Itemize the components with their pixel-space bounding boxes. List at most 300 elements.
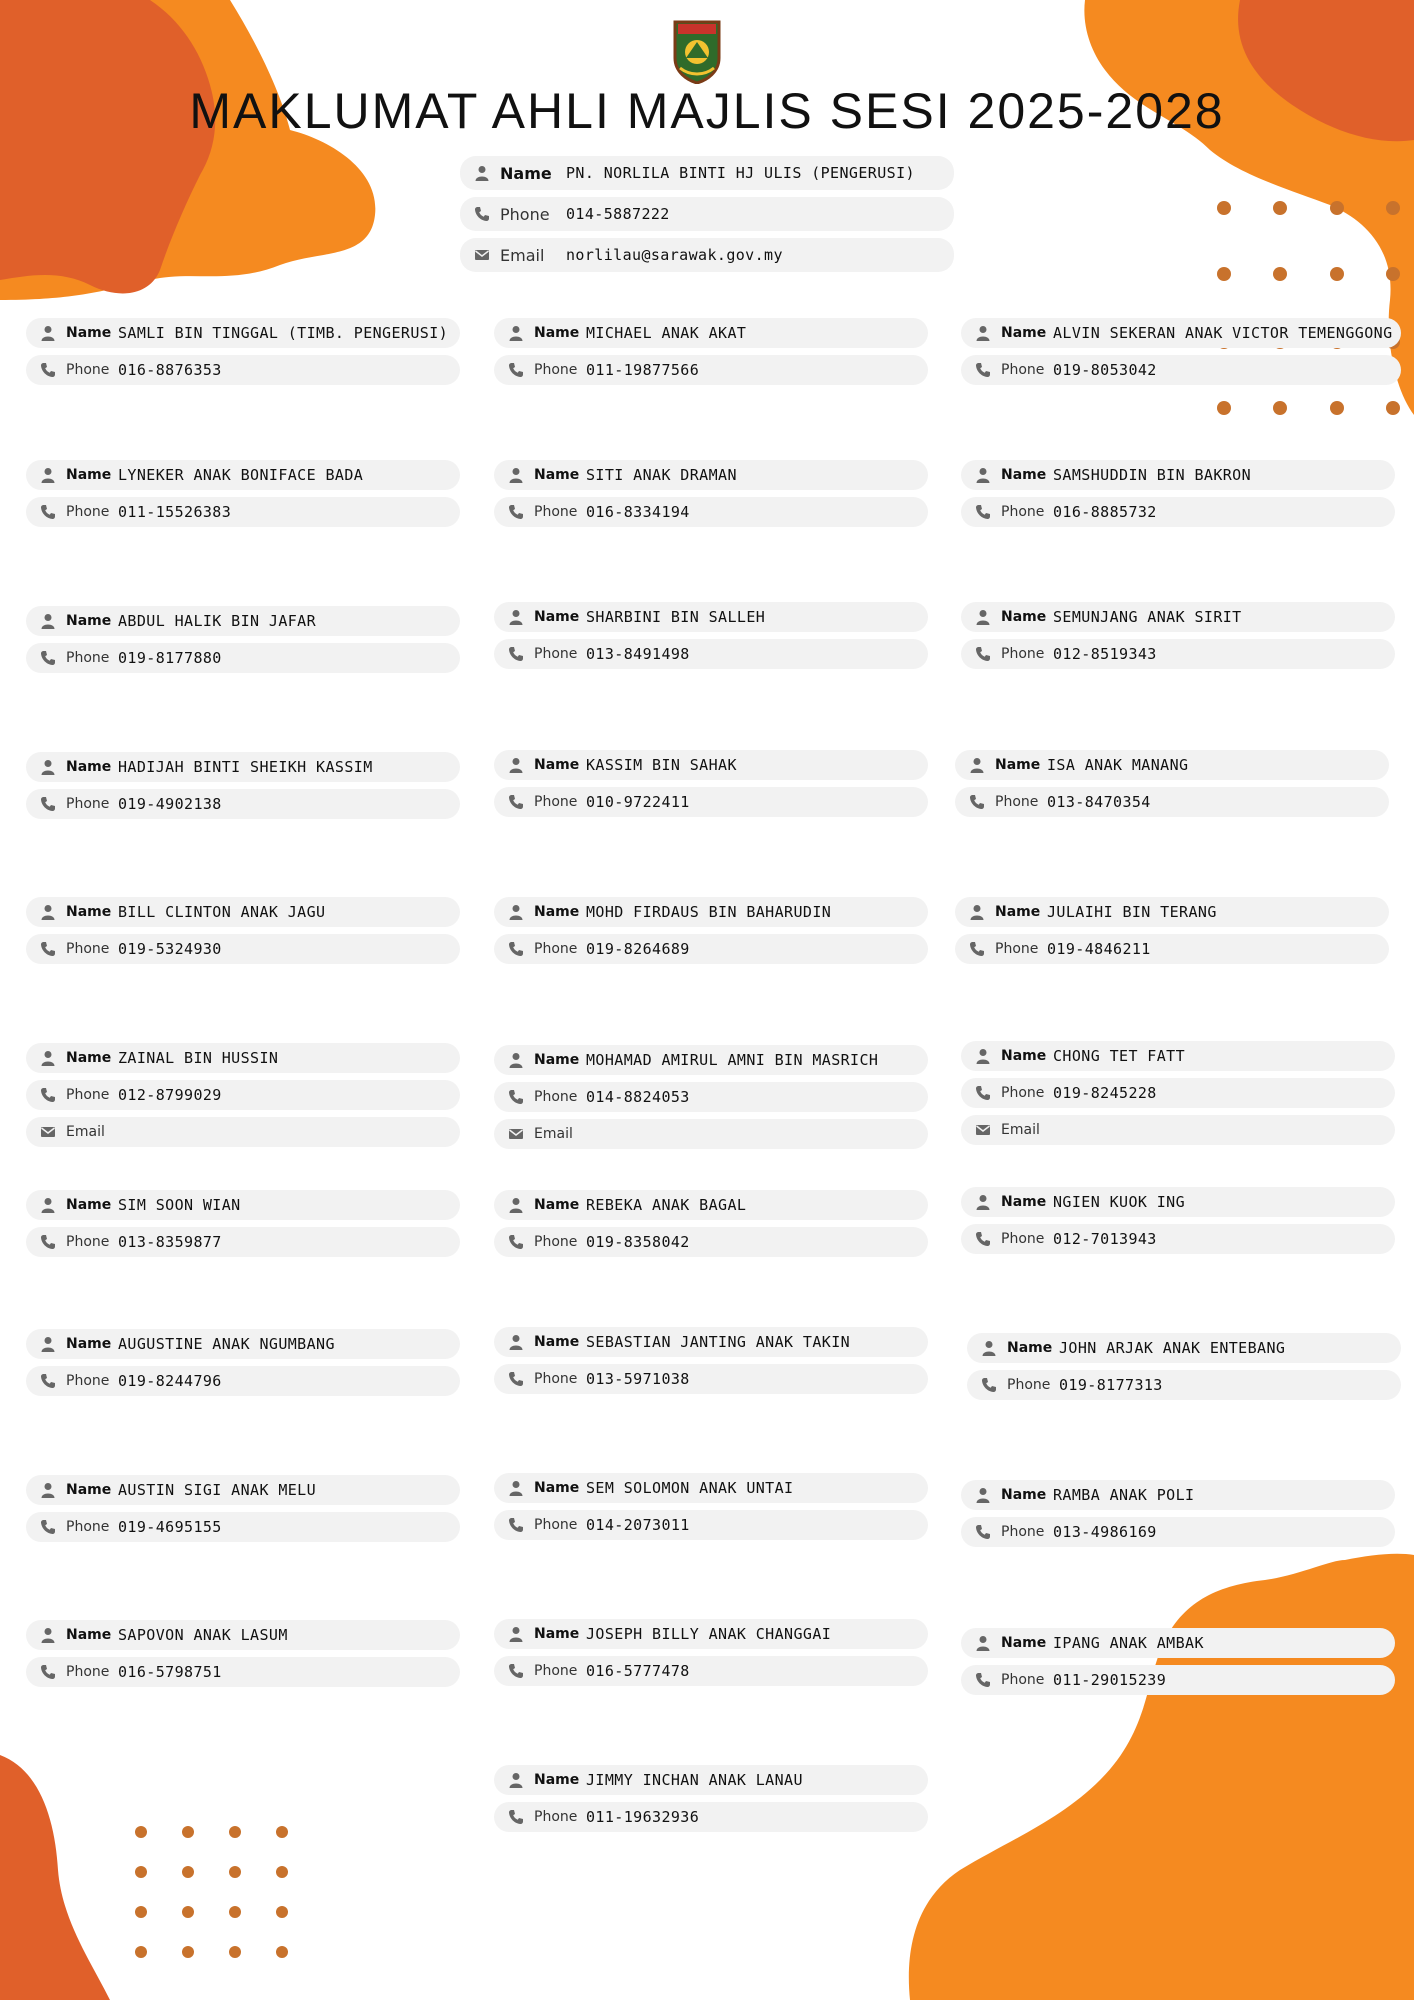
member-phone[interactable]: 019-8177313 (1059, 1376, 1163, 1394)
phone-icon (508, 1371, 524, 1387)
member-card (26, 1190, 460, 1264)
person-icon (508, 609, 524, 625)
phone-label: Phone (534, 794, 578, 810)
member-name: CHONG TET FATT (1053, 1047, 1186, 1065)
person-icon (40, 1482, 56, 1498)
member-name: AUSTIN SIGI ANAK MELU (118, 1481, 317, 1499)
member-card (961, 602, 1395, 676)
phone-label: Phone (534, 1809, 578, 1825)
email-label: Email (534, 1126, 573, 1142)
phone-label: Phone (1001, 1085, 1045, 1101)
member-name-row (494, 318, 928, 348)
person-icon (40, 759, 56, 775)
member-name-row (967, 1333, 1401, 1363)
phone-label: Phone (534, 941, 578, 957)
person-icon (969, 904, 985, 920)
mail-icon (975, 1122, 991, 1138)
phone-icon (40, 1087, 56, 1103)
phone-label: Phone (66, 362, 110, 378)
chairman-email[interactable]: norlilau@sarawak.gov.my (566, 246, 783, 264)
phone-label: Phone (1001, 1231, 1045, 1247)
name-label: Name (995, 757, 1041, 773)
chairman-name: PN. NORLILA BINTI HJ ULIS (PENGERUSI) (566, 164, 915, 182)
member-name-row (955, 897, 1389, 927)
phone-icon (975, 646, 991, 662)
phone-label: Phone (995, 794, 1039, 810)
phone-icon (508, 941, 524, 957)
person-icon (40, 1050, 56, 1066)
phone-label: Phone (534, 1517, 578, 1533)
person-icon (474, 165, 490, 181)
member-name-row (26, 897, 460, 927)
phone-icon (40, 1373, 56, 1389)
person-icon (508, 757, 524, 773)
phone-icon (508, 1234, 524, 1250)
member-name: ABDUL HALIK BIN JAFAR (118, 612, 317, 630)
phone-icon (40, 1664, 56, 1680)
member-card (494, 318, 928, 392)
member-name: MOHD FIRDAUS BIN BAHARUDIN (586, 903, 832, 921)
member-name-row (961, 602, 1395, 632)
phone-label: Phone (66, 504, 110, 520)
chairman-phone[interactable]: 014-5887222 (566, 205, 670, 223)
member-phone-row (26, 497, 460, 527)
person-icon (508, 325, 524, 341)
member-phone-row (961, 1224, 1395, 1254)
person-icon (508, 1197, 524, 1213)
member-name: JOSEPH BILLY ANAK CHANGGAI (586, 1625, 832, 1643)
phone-label: Phone (1001, 504, 1045, 520)
person-icon (508, 1334, 524, 1350)
phone-icon (508, 1809, 524, 1825)
member-phone-row (967, 1370, 1401, 1400)
member-phone-row (26, 789, 460, 819)
member-phone[interactable]: 013-8470354 (1047, 793, 1151, 811)
member-name-row (26, 606, 460, 636)
member-phone[interactable]: 019-8177880 (118, 649, 222, 667)
member-name: SIM SOON WIAN (118, 1196, 241, 1214)
phone-label: Phone (534, 504, 578, 520)
member-phone[interactable]: 019-8244796 (118, 1372, 222, 1390)
member-phone-row (955, 787, 1389, 817)
name-label: Name (534, 1626, 580, 1642)
name-label: Name (66, 904, 112, 920)
member-phone-row (961, 1078, 1395, 1108)
person-icon (40, 1627, 56, 1643)
phone-icon (508, 1089, 524, 1105)
phone-label: Phone (1007, 1377, 1051, 1393)
chairman-email-row (460, 238, 954, 272)
phone-icon (40, 941, 56, 957)
name-label: Name (534, 1197, 580, 1213)
member-card (961, 460, 1395, 534)
phone-label: Phone (66, 1373, 110, 1389)
member-name-row (26, 752, 460, 782)
member-name-row (961, 318, 1401, 348)
member-name: HADIJAH BINTI SHEIKH KASSIM (118, 758, 373, 776)
person-icon (969, 757, 985, 773)
name-label: Name (1001, 1048, 1047, 1064)
person-icon (40, 325, 56, 341)
member-card (955, 750, 1389, 824)
member-name-row (26, 1043, 460, 1073)
member-name: SITI ANAK DRAMAN (586, 466, 737, 484)
member-name: LYNEKER ANAK BONIFACE BADA (118, 466, 364, 484)
member-phone[interactable]: 013-8359877 (118, 1233, 222, 1251)
member-name: SAPOVON ANAK LASUM (118, 1626, 288, 1644)
member-phone-row (494, 355, 928, 385)
person-icon (975, 1487, 991, 1503)
phone-label: Phone (66, 1234, 110, 1250)
person-icon (40, 904, 56, 920)
phone-icon (975, 1524, 991, 1540)
person-icon (975, 467, 991, 483)
name-label: Name (534, 467, 580, 483)
member-phone-row (961, 1517, 1395, 1547)
member-card (494, 1765, 928, 1839)
member-card (494, 1327, 928, 1401)
dot-grid-bottom-left (135, 1826, 288, 1958)
phone-icon (40, 650, 56, 666)
member-card (26, 752, 460, 826)
person-icon (508, 904, 524, 920)
member-name-row (961, 1480, 1395, 1510)
member-name: ALVIN SEKERAN ANAK VICTOR TEMENGGONG (1053, 324, 1393, 342)
member-name: JOHN ARJAK ANAK ENTEBANG (1059, 1339, 1286, 1357)
phone-icon (40, 1234, 56, 1250)
member-name: SEM SOLOMON ANAK UNTAI (586, 1479, 794, 1497)
phone-label: Phone (66, 1519, 110, 1535)
member-phone[interactable]: 019-4902138 (118, 795, 222, 813)
member-phone[interactable]: 011-15526383 (118, 503, 232, 521)
name-label: Name (1001, 1487, 1047, 1503)
member-name: SAMLI BIN TINGGAL (TIMB. PENGERUSI) (118, 324, 449, 342)
member-phone-row (26, 934, 460, 964)
member-phone-row (26, 355, 460, 385)
member-name-row (961, 1187, 1395, 1217)
member-phone[interactable]: 016-8885732 (1053, 503, 1157, 521)
person-icon (508, 1052, 524, 1068)
name-label: Name (1001, 1635, 1047, 1651)
person-icon (975, 1048, 991, 1064)
name-label: Name (66, 1197, 112, 1213)
name-label: Name (534, 1772, 580, 1788)
member-name: MICHAEL ANAK AKAT (586, 324, 747, 342)
member-name: JIMMY INCHAN ANAK LANAU (586, 1771, 803, 1789)
member-email-row (961, 1115, 1395, 1145)
member-name: RAMBA ANAK POLI (1053, 1486, 1195, 1504)
member-phone[interactable]: 019-4695155 (118, 1518, 222, 1536)
member-name-row (494, 602, 928, 632)
member-phone[interactable]: 013-5971038 (586, 1370, 690, 1388)
phone-icon (474, 206, 490, 222)
member-card (494, 1619, 928, 1693)
member-card (26, 897, 460, 971)
email-label: Email (1001, 1122, 1040, 1138)
member-card (26, 1620, 460, 1694)
member-phone-row (494, 639, 928, 669)
person-icon (40, 1336, 56, 1352)
phone-icon (975, 1672, 991, 1688)
member-phone[interactable]: 014-2073011 (586, 1516, 690, 1534)
member-phone[interactable]: 019-8358042 (586, 1233, 690, 1251)
member-phone-row (494, 1656, 928, 1686)
phone-icon (508, 646, 524, 662)
phone-label: Phone (66, 1087, 110, 1103)
member-name-row (961, 1628, 1395, 1658)
phone-label: Phone (534, 362, 578, 378)
member-phone[interactable]: 012-8799029 (118, 1086, 222, 1104)
phone-icon (40, 362, 56, 378)
member-name-row (494, 1619, 928, 1649)
phone-label: Phone (1001, 646, 1045, 662)
member-phone[interactable]: 011-19877566 (586, 361, 700, 379)
phone-icon (981, 1377, 997, 1393)
phone-label: Phone (1001, 1672, 1045, 1688)
member-phone-row (961, 355, 1401, 385)
member-phone[interactable]: 019-4846211 (1047, 940, 1151, 958)
phone-label: Phone (66, 650, 110, 666)
name-label: Name (534, 325, 580, 341)
member-phone[interactable]: 013-8491498 (586, 645, 690, 663)
phone-icon (40, 1519, 56, 1535)
phone-icon (975, 504, 991, 520)
name-label: Name (534, 1480, 580, 1496)
member-name-row (26, 1190, 460, 1220)
person-icon (975, 609, 991, 625)
member-card (961, 1480, 1395, 1554)
member-name: SHARBINI BIN SALLEH (586, 608, 766, 626)
phone-label: Phone (1001, 1524, 1045, 1540)
member-phone-row (26, 1080, 460, 1110)
member-name: MOHAMAD AMIRUL AMNI BIN MASRICH (586, 1051, 879, 1069)
member-name-row (494, 897, 928, 927)
name-label: Name (534, 1052, 580, 1068)
member-card (26, 460, 460, 534)
member-name: ZAINAL BIN HUSSIN (118, 1049, 279, 1067)
phone-icon (40, 796, 56, 812)
name-label: Name (66, 1627, 112, 1643)
member-phone-row (26, 1512, 460, 1542)
member-card (961, 318, 1401, 392)
name-label: Name (1007, 1340, 1053, 1356)
person-icon (508, 1480, 524, 1496)
member-phone-row (961, 639, 1395, 669)
member-phone-row (961, 1665, 1395, 1695)
phone-label: Phone (66, 941, 110, 957)
person-icon (981, 1340, 997, 1356)
member-name: ISA ANAK MANANG (1047, 756, 1189, 774)
member-phone[interactable]: 019-8264689 (586, 940, 690, 958)
member-name-row (26, 1620, 460, 1650)
member-phone-row (26, 1366, 460, 1396)
member-phone[interactable]: 019-8053042 (1053, 361, 1157, 379)
phone-label: Phone (995, 941, 1039, 957)
name-label: Name (534, 1334, 580, 1350)
phone-icon (975, 362, 991, 378)
phone-icon (508, 362, 524, 378)
mail-icon (40, 1124, 56, 1140)
member-phone-row (26, 1657, 460, 1687)
phone-icon (975, 1085, 991, 1101)
phone-label: Phone (534, 1234, 578, 1250)
person-icon (40, 467, 56, 483)
member-card (961, 1628, 1395, 1702)
member-phone-row (955, 934, 1389, 964)
blob-bottom-left (0, 1755, 110, 2000)
member-phone[interactable]: 016-8334194 (586, 503, 690, 521)
member-phone[interactable]: 010-9722411 (586, 793, 690, 811)
member-phone[interactable]: 016-5798751 (118, 1663, 222, 1681)
blob-bottom-right (909, 1554, 1414, 2000)
member-name-row (26, 1329, 460, 1359)
member-phone-row (494, 787, 928, 817)
name-label: Name (1001, 467, 1047, 483)
chairman-card (460, 156, 954, 279)
member-name: IPANG ANAK AMBAK (1053, 1634, 1204, 1652)
member-phone-row (494, 497, 928, 527)
member-card (26, 1329, 460, 1403)
member-name-row (494, 1765, 928, 1795)
member-card (494, 1473, 928, 1547)
mail-icon (474, 247, 490, 263)
phone-icon (969, 794, 985, 810)
member-card (494, 750, 928, 824)
name-label: Name (66, 467, 112, 483)
member-card (961, 1187, 1395, 1261)
member-name-row (494, 750, 928, 780)
member-name-row (26, 460, 460, 490)
member-card (955, 897, 1389, 971)
member-card (494, 1190, 928, 1264)
name-label: Name (1001, 325, 1047, 341)
member-name-row (961, 1041, 1395, 1071)
member-name-row (494, 1327, 928, 1357)
member-name-row (961, 460, 1395, 490)
member-card (494, 602, 928, 676)
member-phone-row (494, 1802, 928, 1832)
member-phone-row (26, 1227, 460, 1257)
person-icon (40, 613, 56, 629)
member-phone-row (961, 497, 1395, 527)
council-crest-logo (672, 18, 722, 84)
email-label: Email (500, 245, 545, 265)
phone-label: Phone (534, 1663, 578, 1679)
phone-icon (975, 1231, 991, 1247)
person-icon (508, 1626, 524, 1642)
member-phone[interactable]: 016-8876353 (118, 361, 222, 379)
name-label: Name (66, 1482, 112, 1498)
phone-icon (40, 504, 56, 520)
page-title: MAKLUMAT AHLI MAJLIS SESI 2025-2028 (189, 83, 1225, 139)
name-label: Name (500, 163, 552, 183)
phone-icon (969, 941, 985, 957)
member-name: JULAIHI BIN TERANG (1047, 903, 1217, 921)
member-email-row (26, 1117, 460, 1147)
member-name: AUGUSTINE ANAK NGUMBANG (118, 1335, 335, 1353)
member-card (494, 460, 928, 534)
member-name: REBEKA ANAK BAGAL (586, 1196, 747, 1214)
phone-icon (508, 1517, 524, 1533)
member-email-row (494, 1119, 928, 1149)
name-label: Name (534, 904, 580, 920)
member-phone-row (26, 643, 460, 673)
member-phone[interactable]: 019-5324930 (118, 940, 222, 958)
phone-icon (508, 794, 524, 810)
member-phone-row (494, 934, 928, 964)
member-phone-row (494, 1082, 928, 1112)
name-label: Name (66, 613, 112, 629)
phone-label: Phone (66, 1664, 110, 1680)
name-label: Name (66, 325, 112, 341)
member-phone-row (494, 1510, 928, 1540)
person-icon (508, 1772, 524, 1788)
member-name: NGIEN KUOK ING (1053, 1193, 1186, 1211)
name-label: Name (66, 1336, 112, 1352)
phone-icon (508, 1663, 524, 1679)
name-label: Name (1001, 1194, 1047, 1210)
person-icon (975, 1194, 991, 1210)
name-label: Name (66, 759, 112, 775)
member-name-row (26, 318, 460, 348)
member-phone[interactable]: 016-5777478 (586, 1662, 690, 1680)
phone-label: Phone (1001, 362, 1045, 378)
member-card (967, 1333, 1401, 1407)
member-card (961, 1041, 1395, 1152)
member-card (494, 897, 928, 971)
email-label: Email (66, 1124, 105, 1140)
member-card (26, 1475, 460, 1549)
person-icon (508, 467, 524, 483)
member-name-row (494, 1045, 928, 1075)
member-phone[interactable]: 019-8245228 (1053, 1084, 1157, 1102)
member-name: SEBASTIAN JANTING ANAK TAKIN (586, 1333, 851, 1351)
member-name-row (955, 750, 1389, 780)
member-name-row (494, 1190, 928, 1220)
name-label: Name (995, 904, 1041, 920)
member-phone[interactable]: 012-7013943 (1053, 1230, 1157, 1248)
member-name-row (494, 460, 928, 490)
name-label: Name (534, 609, 580, 625)
member-phone[interactable]: 012-8519343 (1053, 645, 1157, 663)
phone-label: Phone (534, 1089, 578, 1105)
person-icon (975, 1635, 991, 1651)
member-name: BILL CLINTON ANAK JAGU (118, 903, 326, 921)
chairman-phone-row (460, 197, 954, 231)
member-phone[interactable]: 013-4986169 (1053, 1523, 1157, 1541)
person-icon (40, 1197, 56, 1213)
member-name-row (26, 1475, 460, 1505)
mail-icon (508, 1126, 524, 1142)
phone-label: Phone (534, 1371, 578, 1387)
member-card (494, 1045, 928, 1156)
member-name-row (494, 1473, 928, 1503)
chairman-name-row (460, 156, 954, 190)
member-card (26, 318, 460, 392)
phone-label: Phone (66, 796, 110, 812)
member-phone-row (494, 1227, 928, 1257)
member-card (26, 1043, 460, 1154)
name-label: Name (534, 757, 580, 773)
member-phone[interactable]: 011-29015239 (1053, 1671, 1167, 1689)
member-phone[interactable]: 011-19632936 (586, 1808, 700, 1826)
member-name: SAMSHUDDIN BIN BAKRON (1053, 466, 1252, 484)
member-name: SEMUNJANG ANAK SIRIT (1053, 608, 1242, 626)
phone-label: Phone (500, 204, 550, 224)
member-name: KASSIM BIN SAHAK (586, 756, 737, 774)
member-phone[interactable]: 014-8824053 (586, 1088, 690, 1106)
phone-icon (508, 504, 524, 520)
